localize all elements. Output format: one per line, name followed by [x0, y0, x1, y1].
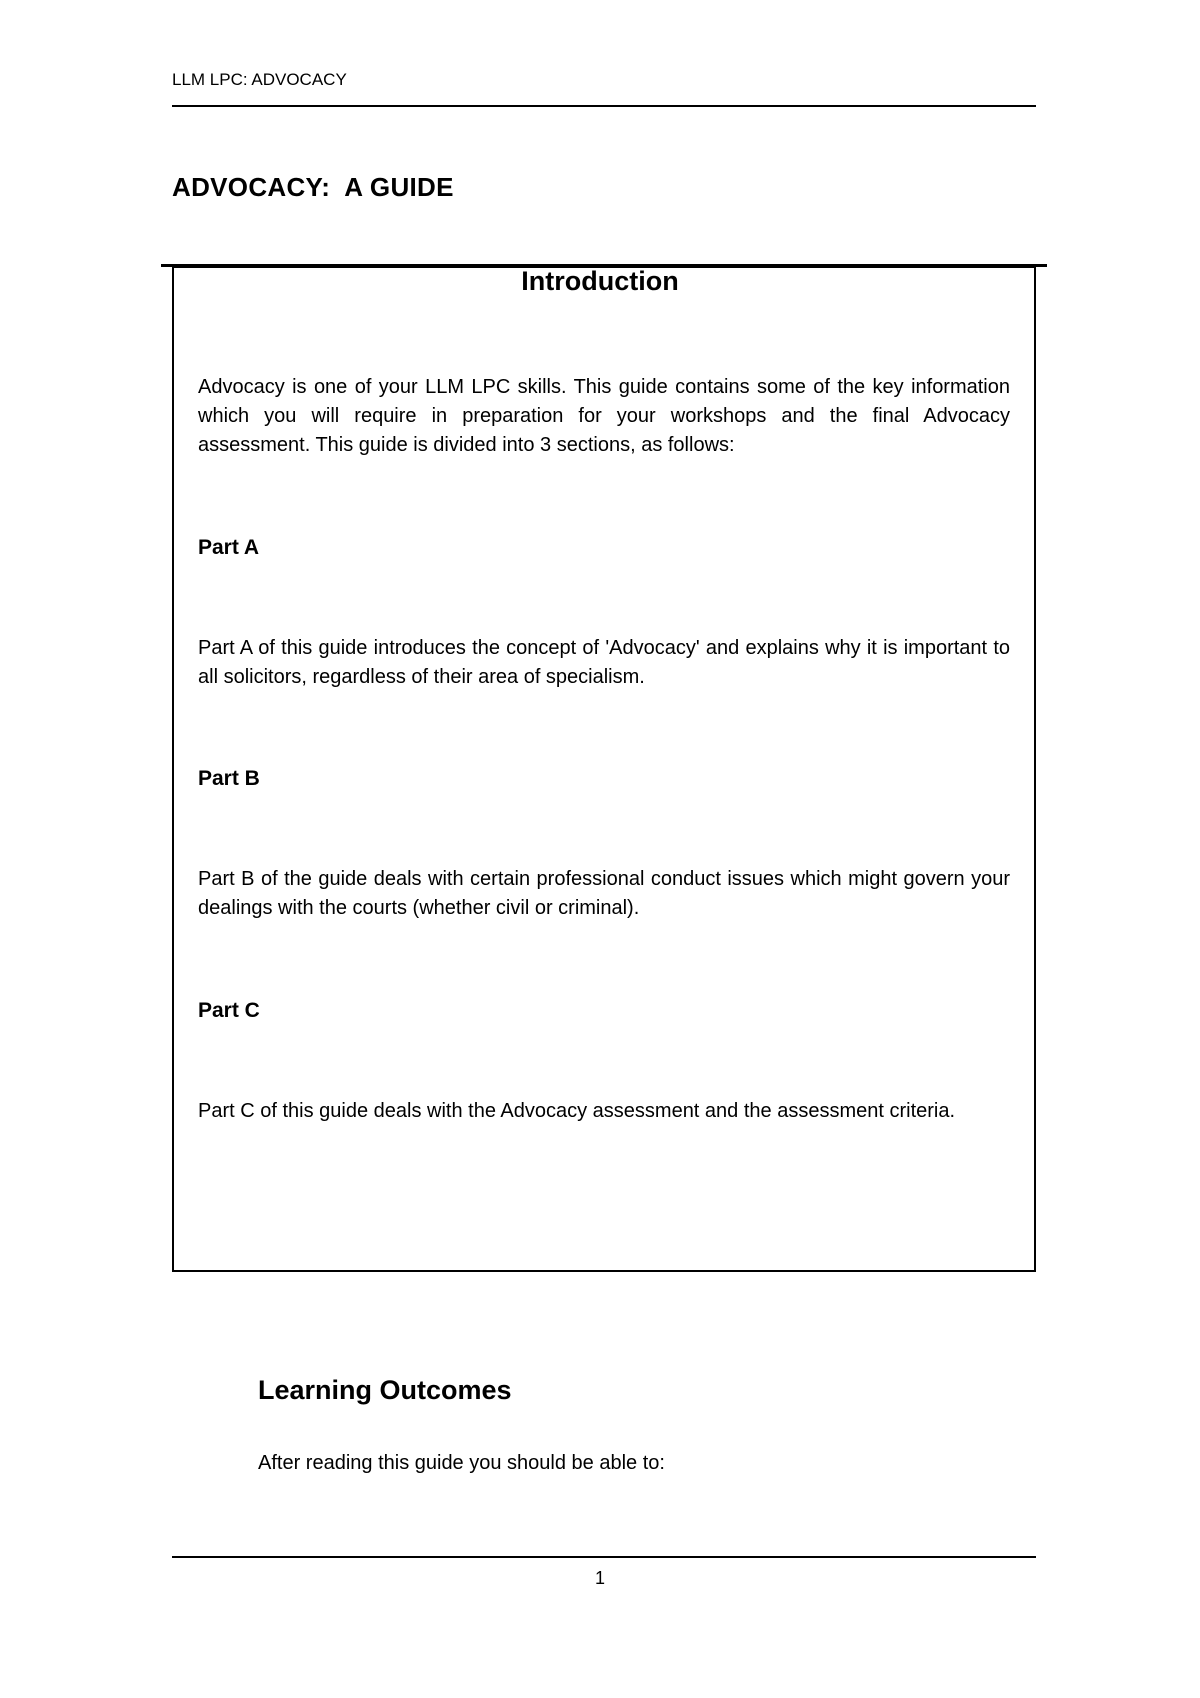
- learning-outcomes-lead-in: After reading this guide you should be able to:: [258, 1452, 665, 1474]
- footer-divider: [172, 1556, 1036, 1558]
- part-b-label: Part B: [198, 767, 260, 790]
- intro-paragraph: Advocacy is one of your LLM LPC skills. This guide contains some of the key information which you will require in preparation for your workshops and the final Advocacy assessment. This guide is divided into 3 sections, as follows:: [198, 376, 1010, 456]
- part-c-label: Part C: [198, 999, 260, 1022]
- part-a-label: Part A: [198, 536, 260, 559]
- part-a-text: Part A of this guide introduces the concept of 'Advocacy' and explains why it is important to all solicitors, regardless of their area of specialism.: [198, 637, 1010, 688]
- running-header: LLM LPC: ADVOCACY: [172, 70, 347, 89]
- part-c-text: Part C of this guide deals with the Advocacy assessment and the assessment criteria.: [198, 1100, 956, 1122]
- page-number: 1: [594, 1568, 605, 1588]
- document-title: ADVOCACY: A GUIDE: [172, 172, 454, 202]
- part-b-text: Part B of the guide deals with certain professional conduct issues which might govern your dealings with the courts (whether civil or criminal).: [198, 868, 1010, 919]
- header-divider: [172, 105, 1036, 107]
- learning-outcomes-heading: Learning Outcomes: [258, 1375, 512, 1405]
- introduction-heading: Introduction: [521, 266, 679, 296]
